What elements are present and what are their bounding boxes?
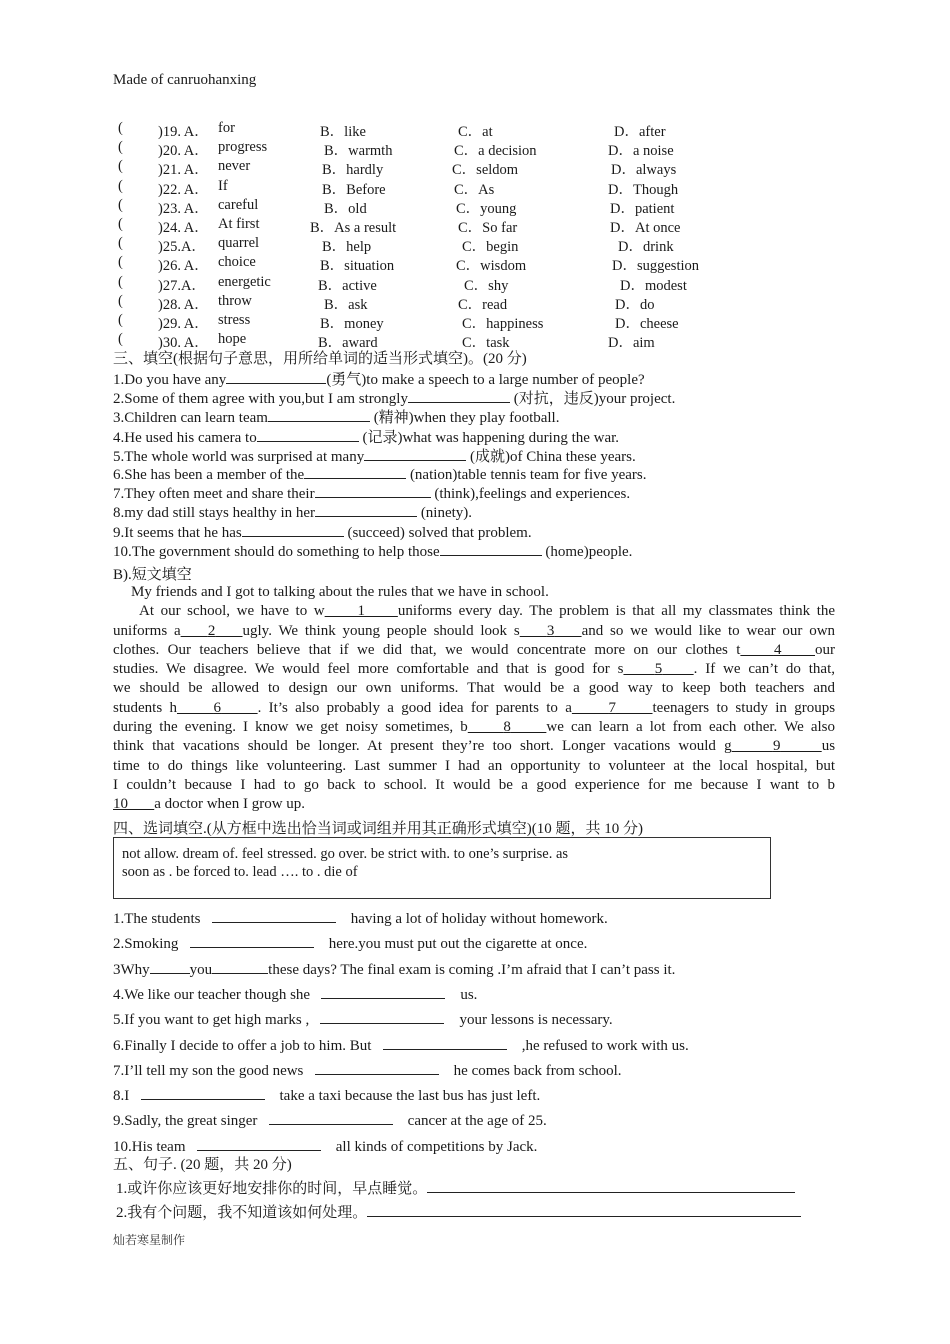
option-b: B．situation [320,258,395,275]
option-c: C．happiness [462,316,544,332]
answer-bracket[interactable]: ( [118,177,123,194]
option-d: D．modest [620,277,687,294]
answer-blank[interactable] [269,1110,393,1125]
answer-blank[interactable] [364,446,466,461]
blank-number[interactable]: 7 [608,699,616,716]
choose-word-item: 10.His team all kinds of competitions by Jack. [113,1136,537,1156]
page-header: Made of canruohanxing [113,72,257,88]
answer-blank[interactable] [197,1136,321,1151]
fill-blank-item: 3.Children can learn team (精神)when they play football. [113,406,559,427]
answer-bracket[interactable]: ( [118,292,123,309]
question-number: )19. A． [158,124,209,140]
option-c: C．So far [458,220,518,236]
option-c: C．read [458,296,508,313]
option-c: C．at [458,124,493,140]
option-a: choice [218,254,256,271]
question-number: )26. A． [158,258,209,275]
option-a: If [218,177,228,194]
option-a: for [218,120,235,136]
blank-number[interactable]: 9 [772,738,781,755]
passage-line: clothes. Our teachers believe that if we did that, we would concentrate more on our clothes t 4 our [113,641,836,658]
option-a: never [218,158,251,175]
fill-blank-item: 10.The government should do something to help those (home)people. [113,541,632,561]
choose-word-item: 2.Smoking here.you must put out the cigarette at once. [113,933,587,953]
answer-line[interactable] [367,1216,801,1217]
option-c: C．As [454,181,495,198]
answer-bracket[interactable]: ( [118,139,123,156]
answer-bracket[interactable]: ( [118,273,123,290]
option-b: B．active [318,277,377,294]
option-a: careful [218,196,259,213]
fill-blank-item: 9.It seems that he has (succeed) solved that problem. [113,522,532,542]
fill-blank-item: 7.They often meet and share their (think),feelings and experiences. [113,483,630,503]
question-number: )30. A． [158,335,209,352]
option-a: throw [218,292,252,309]
passage-line: My friends and I got to talking about the rules that we have in school. [131,584,549,600]
answer-blank[interactable] [315,1060,439,1075]
blank-number[interactable]: 3 [546,622,555,639]
answer-blank[interactable] [315,483,431,498]
fill-blank-item: 8.my dad still stays healthy in her (ninety). [113,502,472,522]
option-b: B．money [320,316,384,332]
translation-item: 1.或许你应该更好地安排你的时间，早点睡觉。 [116,1177,795,1198]
choose-word-item: 5.If you want to get high marks , your lessons is necessary. [113,1009,613,1029]
option-b: B．award [318,335,378,352]
option-b: B．old [324,200,367,217]
answer-blank[interactable] [304,464,406,479]
passage-line: I couldn’t because I had to go back to school. It would be a good experience for me because I want to b [113,776,835,793]
answer-bracket[interactable]: ( [118,216,123,232]
option-b: B．ask [324,296,368,313]
option-c: C．task [462,335,510,352]
option-d: D．a noise [608,143,674,160]
translation-item: 2.我有个问题，我不知道该如何处理。 [116,1201,801,1222]
choose-word-item: 3Why you these days? The final exam is coming .I’m afraid that I can’t pass it. [113,959,675,979]
blank-number[interactable]: 5 [654,661,663,678]
section3-title: 三、填空(根据句子意思，用所给单词的适当形式填空)。(20 分) [113,351,527,367]
question-number: )27.A． [158,277,206,294]
answer-bracket[interactable]: ( [118,312,123,328]
passage-line: time to do things like volunteering. Last summer I had an opportunity to volunteer at the local hospital, but [113,757,835,774]
option-d: D．after [614,124,666,140]
option-b: B．warmth [324,143,393,160]
choose-word-item: 8.I take a taxi because the last bus has just left. [113,1085,540,1105]
option-c: C．seldom [452,162,519,179]
answer-blank[interactable] [226,369,326,384]
option-c: C．wisdom [456,258,527,275]
choose-word-item: 4.We like our teacher though she us. [113,984,477,1004]
answer-blank[interactable] [242,522,344,537]
option-d: D．cheese [615,316,679,332]
fill-blank-item: 2.Some of them agree with you,but I am strongly (对抗，违反)your project. [113,387,675,408]
answer-blank[interactable] [315,502,417,517]
blank-number[interactable]: 6 [213,699,222,716]
answer-blank[interactable] [383,1035,507,1050]
answer-blank[interactable] [320,1009,444,1024]
answer-blank[interactable] [141,1085,265,1100]
option-d: D．aim [608,335,655,352]
option-b: B．As a result [310,220,397,236]
blank-number[interactable]: 2 [207,622,216,639]
option-d: D．suggestion [612,258,699,275]
answer-blank[interactable] [212,959,268,974]
blank-number[interactable]: 10 [113,796,128,813]
answer-bracket[interactable]: ( [118,254,123,271]
blank-number[interactable]: 8 [503,719,511,736]
option-d: D．patient [610,200,675,217]
option-d: D．always [611,162,677,179]
passage-line: 10 a doctor when I grow up. [113,796,306,813]
option-a: progress [218,139,268,156]
section4-title: 四、选词填空.(从方框中选出恰当词或词组并用其正确形式填空)(10 题，共 10 分) [113,821,643,837]
passage-line: At our school, we have to w 1 uniforms every day. The problem is that all my classmates think the [139,603,836,620]
answer-blank[interactable] [408,388,510,403]
footer: 灿若寒星制作 [113,1233,186,1247]
option-d: D．Though [608,181,679,198]
option-c: C．begin [462,239,519,256]
cloze-passage [113,583,835,815]
question-number: )24. A． [158,220,209,236]
option-b: B．like [320,124,366,140]
passage-line: uniforms a 2 ugly. We think young people should look s 3 and so we would like to wear our own [113,622,836,639]
option-d: D．do [615,296,655,313]
option-a: energetic [218,273,271,290]
option-a: quarrel [218,235,260,252]
answer-bracket[interactable]: ( [118,196,123,213]
fill-blank-item: 6.She has been a member of the (nation)table tennis team for five years. [113,464,647,484]
question-number: )20. A． [158,143,209,160]
question-number: )29. A． [158,316,209,332]
fill-blank-item: 5.The whole world was surprised at many (成就)of China these years. [113,445,636,466]
option-c: C．young [456,200,517,217]
passage-line: studies. We disagree. We would feel more comfortable and that is good for s 5 . If we can’t do that, [113,661,836,678]
question-number: )23. A． [158,200,209,217]
fill-blank-item: 4.He used his camera to (记录)what was happening during the war. [113,426,619,447]
answer-line[interactable] [427,1192,795,1193]
option-a: hope [218,331,247,348]
fill-blank-item: 1.Do you have any (勇气)to make a speech to a large number of people? [113,368,645,389]
question-number: )22. A． [158,181,209,198]
option-b: B．Before [322,181,386,198]
word-box-line: soon as . be forced to. lead …. to . die of [122,864,358,880]
option-b: B．help [322,239,372,256]
answer-blank[interactable] [257,427,359,442]
passage-line: during the evening. I know we get noisy sometimes, b 8 we can learn a lot from each other. We also [113,719,835,736]
choose-word-item: 1.The students having a lot of holiday without homework. [113,908,608,928]
passage-line: think that vacations should be longer. At present they’re too short. Longer vacations would g 9 us [113,738,836,755]
section5-title: 五、句子. (20 题，共 20 分) [113,1157,292,1173]
answer-bracket[interactable]: ( [118,235,123,252]
passage-line: we should be allowed to design our own uniforms. That would be a good way to keep both teachers and [113,680,835,697]
choose-word-item: 7.I’ll tell my son the good news he comes back from school. [113,1060,622,1080]
answer-blank[interactable] [440,541,542,556]
answer-blank[interactable] [190,933,314,948]
option-d: D．At once [610,220,681,236]
answer-bracket[interactable]: ( [118,120,123,136]
blank-number[interactable]: 1 [357,603,365,620]
answer-blank[interactable] [268,407,370,422]
blank-number[interactable]: 4 [773,641,782,658]
option-c: C．a decision [454,143,537,160]
question-number: )25.A． [158,239,206,256]
option-a: stress [218,312,251,328]
word-box [113,837,771,899]
answer-bracket[interactable]: ( [118,331,123,348]
word-box-line: not allow. dream of. feel stressed. go over. be strict with. to one’s surprise. as [122,846,569,862]
passage-line: students h 6 . It’s also probably a good idea for parents to a 7 teenagers to study in groups [113,699,836,716]
option-b: B．hardly [322,162,384,179]
question-number: )28. A． [158,296,209,313]
option-c: C．shy [464,277,509,294]
choose-word-item: 6.Finally I decide to offer a job to him. But ,he refused to work with us. [113,1035,689,1055]
answer-blank[interactable] [321,984,445,999]
question-number: )21. A． [158,162,209,179]
sectionB-title: B).短文填空 [113,567,192,583]
answer-blank[interactable] [212,908,336,923]
choose-word-item: 9.Sadly, the great singer cancer at the age of 25. [113,1110,547,1130]
answer-blank[interactable] [150,959,190,974]
answer-bracket[interactable]: ( [118,158,123,175]
option-a: At first [218,216,260,232]
option-d: D．drink [618,239,674,256]
